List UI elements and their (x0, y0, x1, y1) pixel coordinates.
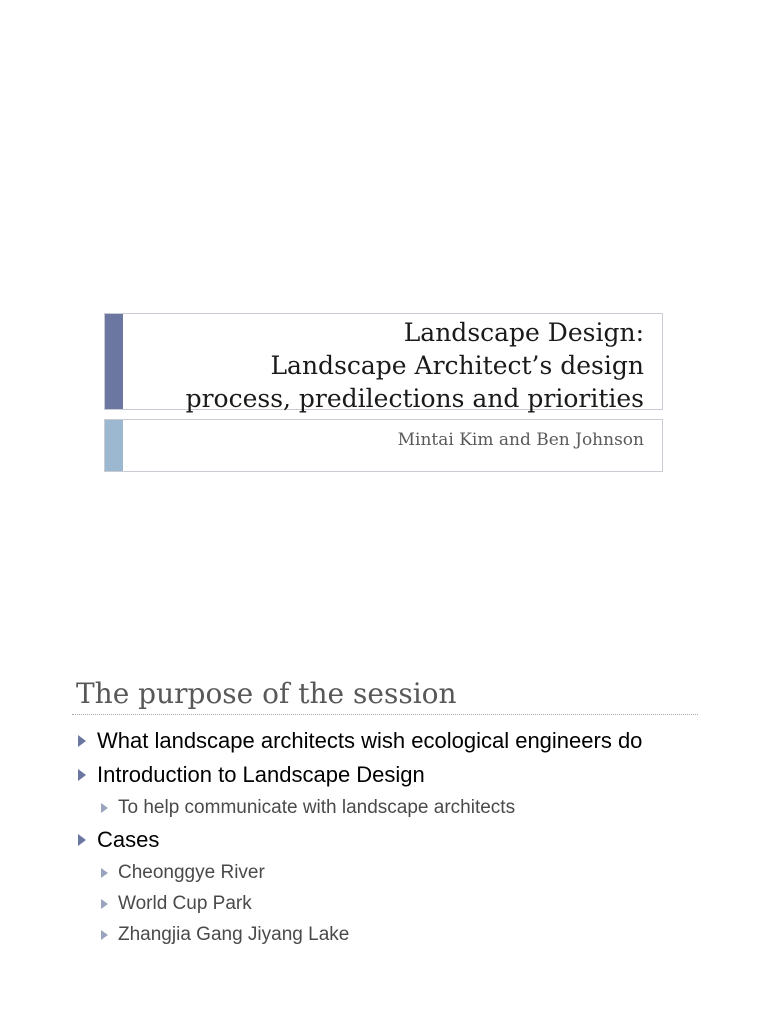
bullet-text: Cheonggye River (118, 862, 265, 883)
title-accent-bar (105, 314, 123, 409)
bullet-text: Cases (97, 827, 160, 852)
title-placeholder (104, 313, 663, 413)
triangle-bullet-icon (101, 868, 108, 878)
purpose-slide (0, 660, 768, 1024)
triangle-bullet-icon (78, 769, 86, 781)
bullet-list (0, 724, 768, 950)
sub-bullet-item (0, 919, 768, 950)
bullet-text: What landscape architects wish ecological engineers do (97, 728, 643, 753)
triangle-bullet-icon (101, 803, 108, 813)
title-line: Landscape Architect’s design (270, 351, 644, 380)
triangle-bullet-icon (78, 735, 86, 747)
bullet-item (0, 724, 768, 758)
title-line: process, predilections and priorities (185, 384, 644, 413)
bullet-text: Introduction to Landscape Design (97, 762, 425, 787)
bullet-item (0, 823, 768, 857)
sub-bullet-item (0, 792, 768, 823)
bullet-item (0, 758, 768, 792)
bullet-text: World Cup Park (118, 893, 252, 914)
triangle-bullet-icon (78, 834, 86, 846)
subtitle-placeholder (104, 419, 663, 472)
bullet-text: To help communicate with landscape architects (118, 797, 516, 818)
bullet-text: Zhangjia Gang Jiyang Lake (118, 924, 350, 945)
slide-subtitle: Mintai Kim and Ben Johnson (397, 430, 644, 450)
sub-bullet-item (0, 857, 768, 888)
triangle-bullet-icon (101, 899, 108, 909)
triangle-bullet-icon (101, 930, 108, 940)
heading-divider (72, 714, 698, 715)
slide-heading: The purpose of the session (76, 677, 457, 710)
slide-title (186, 316, 644, 415)
subtitle-accent-bar (105, 420, 123, 471)
title-line: Landscape Design: (403, 318, 644, 347)
sub-bullet-item (0, 888, 768, 919)
